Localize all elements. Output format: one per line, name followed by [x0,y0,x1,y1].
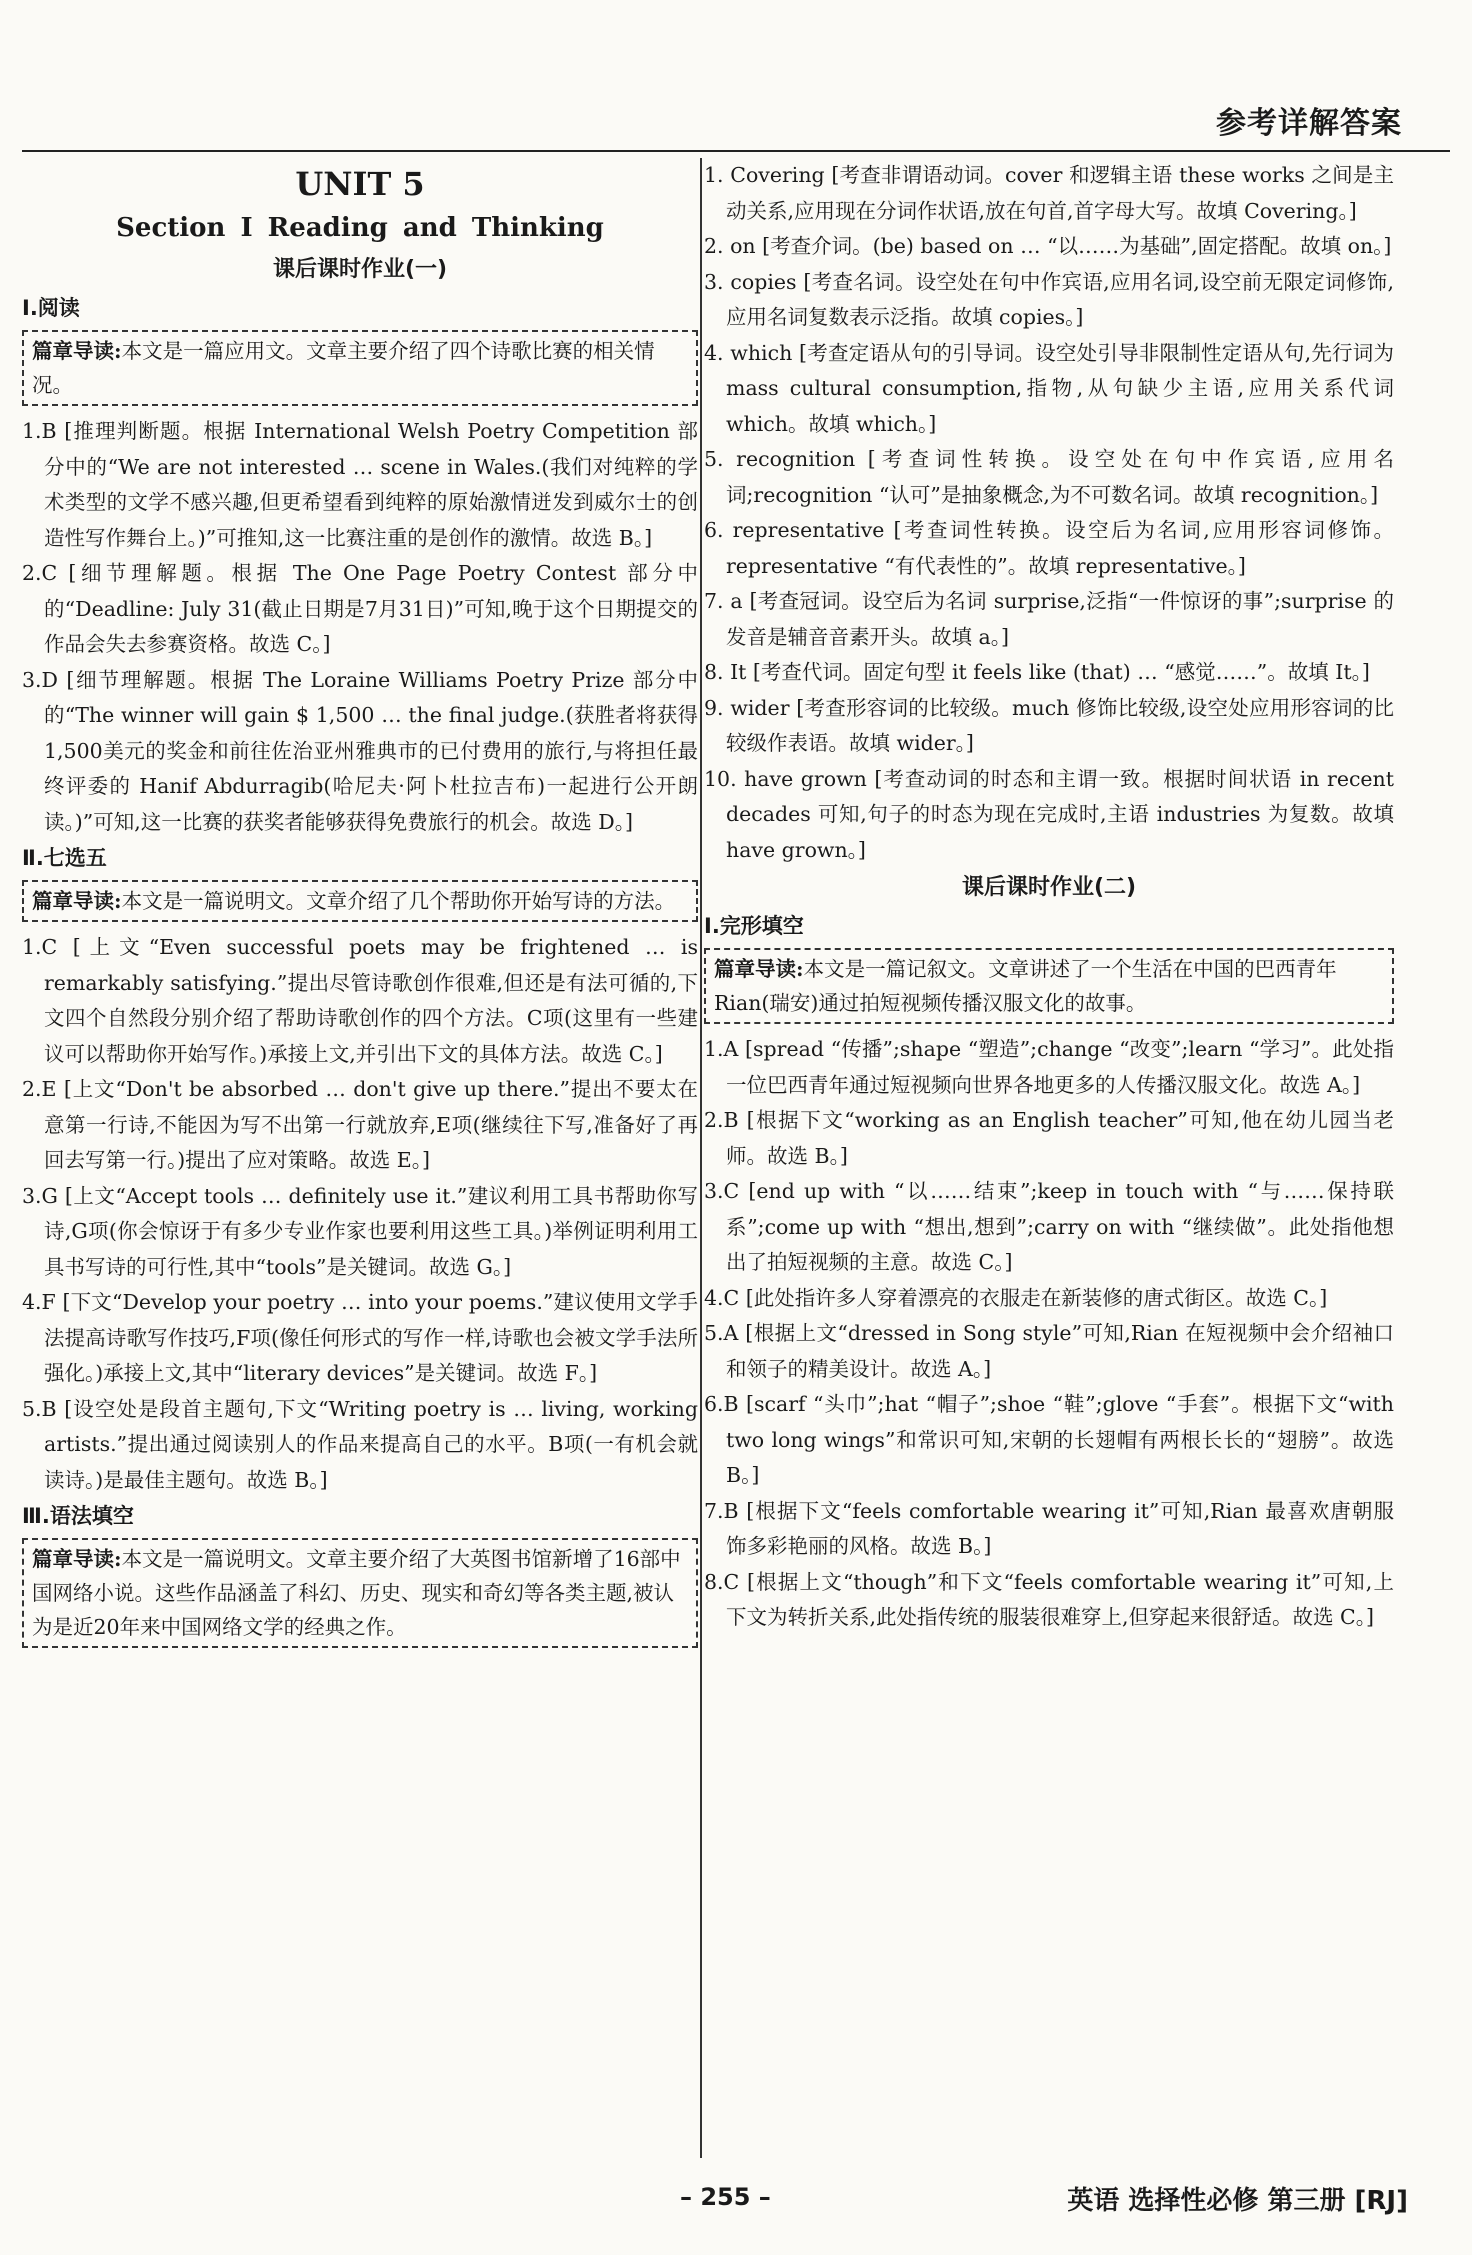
answer-item: 10. have grown [考查动词的时态和主谓一致。根据时间状语 in recent decades 可知,句子的时态为现在完成时,主语 industries 为复数。故填 have grown。] [704,766,1394,862]
column-divider [700,158,702,2158]
part-seven-five-heading: Ⅱ.七选五 [22,846,107,870]
page-header-title: 参考详解答案 [1216,106,1402,141]
grammar-guide-box [22,1538,698,1648]
part-grammar-heading: Ⅲ.语法填空 [22,1504,134,1528]
guide-text: 本文是一篇说明文。文章介绍了几个帮助你开始写诗的方法。 [121,889,676,913]
answer-item: 2. on [考查介词。(be) based on … “以……为基础”,固定搭配。故填 on。] [704,234,1392,258]
guide-text: 本文是一篇说明文。文章主要介绍了大英图书馆新增了16部中国网络小说。这些作品涵盖了科幻、历史、现实和奇幻等各类主题,被认为是近20年来中国网络文学的经典之作。 [32,1547,681,1639]
guide-label: 篇章导读: [714,957,804,981]
answer-item: 7.B [根据下文“feels comfortable wearing it”可知,Rian 最喜欢唐朝服饰多彩艳丽的风格。故选 B。] [704,1498,1394,1558]
answer-item: 2.E [上文“Don't be absorbed … don't give up there.”提出不要太在意第一行诗,不能因为写不出第一行就放弃,E项(继续往下写,准备好了再回去写第一行。)提出了应对策略。故选 E。] [22,1077,698,1172]
answer-item: 6.B [scarf “头巾”;hat “帽子”;shoe “鞋”;glove “手套”。根据下文“with two long wings”和常识可知,宋朝的长翅帽有两根长长的“翅膀”。故选 B。] [704,1392,1394,1487]
answer-item: 8.C [根据上文“though”和下文“feels comfortable wearing it”可知,上下文为转折关系,此处指传统的服装很难穿上,但穿起来很舒适。故选 C。] [704,1569,1394,1629]
answer-item: 6. representative [考查词性转换。设空后为名词,应用形容词修饰。representative “有代表性的”。故填 representative。] [704,518,1394,578]
section-title: Section Ⅰ Reading and Thinking [116,213,604,243]
answer-item: 1.A [spread “传播”;shape “塑造”;change “改变”;learn “学习”。此处指一位巴西青年通过短视频向世界各地更多的人传播汉服文化。故选 A。] [704,1037,1394,1097]
part-reading-heading: Ⅰ.阅读 [22,296,80,320]
book-title: 英语 选择性必修 第三册 [RJ] [1067,2186,1408,2216]
seven-five-guide-box [22,880,698,922]
answer-item: 7. a [考查冠词。设空后为名词 surprise,泛指“一件惊讶的事”;surprise 的发音是辅音音素开头。故填 a。] [704,589,1394,649]
reading-guide-box [22,330,698,406]
answer-item: 3. copies [考查名词。设空处在句中作宾语,应用名词,设空前无限定词修饰,应用名词复数表示泛指。故填 copies。] [704,269,1394,329]
answer-item: 5.B [设空处是段首主题句,下文“Writing poetry is … living, working artists.”提出通过阅读别人的作品来提高自己的水平。B项(一有机会就读诗。)是最佳主题句。故选 B。] [22,1396,698,1492]
answer-item: 2.C [细节理解题。根据 The One Page Poetry Contest 部分中的“Deadline: July 31(截止日期是7月31日)”可知,晚于这个日期提交的作品会失去参赛资格。故选 C。] [22,561,698,656]
cloze-guide-box [704,948,1394,1024]
answer-item: 4. which [考查定语从句的引导词。设空处引导非限制性定语从句,先行词为 mass cultural consumption,指物,从句缺少主语,应用关系代词 which。故填 which。] [704,340,1394,436]
answer-item: 3.D [细节理解题。根据 The Loraine Williams Poetry Prize 部分中的“The winner will gain $ 1,500 … the final judge.(获胜者将获得1,500美元的奖金和前往佐治亚州雅典市的已付费用的旅行,与将担任最终评委的 Hanif Abdurragib(哈尼夫·阿卜杜拉吉布)一起进行公开朗读。)”可知,这一比赛的获奖者能够获得免费旅行的机会。故选 D。] [22,667,698,834]
answer-item: 4.C [此处指许多人穿着漂亮的衣服走在新装修的唐式街区。故选 C。] [704,1285,1328,1310]
answer-item: 2.B [根据下文“working as an English teacher”可知,他在幼儿园当老师。故选 B。] [704,1108,1394,1168]
homework-title-2: 课后课时作业(二) [961,875,1137,900]
right-column [704,158,1394,2148]
answer-item: 5.A [根据上文“dressed in Song style”可知,Rian 在短视频中会介绍袖口和领子的精美设计。故选 A。] [704,1321,1394,1381]
answer-item: 1. Covering [考查非谓语动词。cover 和逻辑主语 these works 之间是主动关系,应用现在分词作状语,放在句首,首字母大写。故填 Covering。] [704,163,1394,223]
answer-item: 9. wider [考查形容词的比较级。much 修饰比较级,设空处应用形容词的比较级作表语。故填 wider。] [704,695,1394,755]
guide-text: 本文是一篇记叙文。文章讲述了一个生活在中国的巴西青年 Rian(瑞安)通过拍短视频传播汉服文化的故事。 [714,957,1337,1015]
guide-label: 篇章导读: [32,1547,122,1571]
part-cloze-heading: Ⅰ.完形填空 [704,914,804,938]
guide-label: 篇章导读: [32,339,122,363]
page-number: – 255 – [680,2183,771,2211]
answer-item: 1.B [推理判断题。根据 International Welsh Poetry Competition 部分中的“We are not interested … scene in Wales.(我们对纯粹的学术类型的文学不感兴趣,但更希望看到纯粹的原始激情迸发到威尔士的创造性写作舞台上。)”可推知,这一比赛注重的是创作的激情。故选 B。] [22,419,698,550]
homework-title-1: 课后课时作业(一) [272,257,448,282]
answer-item: 1.C [上文“Even successful poets may be frightened … is remarkably satisfying.”提出尽管诗歌创作很难,但还是有法可循的,下文四个自然段分别介绍了帮助诗歌创作的四个方法。C项(这里有一些建议可以帮助你开始写作。)承接上文,并引出下文的具体方法。故选 C。] [22,935,698,1066]
answer-item: 3.G [上文“Accept tools … definitely use it.”建议利用工具书帮助你写诗,G项(你会惊讶于有多少专业作家也要利用这些工具。)举例证明利用工具书写诗的可行性,其中“tools”是关键词。故选 G。] [22,1183,698,1279]
answer-item: 8. It [考查代词。固定句型 it feels like (that) … “感觉……”。故填 It。] [704,660,1370,684]
left-column [22,158,698,2148]
answer-item: 5. recognition [考查词性转换。设空处在句中作宾语,应用名词;recognition “认可”是抽象概念,为不可数名词。故填 recognition。] [704,447,1394,507]
header-rule [22,150,1450,152]
unit-title: UNIT 5 [295,165,425,203]
guide-label: 篇章导读: [32,889,122,913]
guide-text: 本文是一篇应用文。文章主要介绍了四个诗歌比赛的相关情况。 [32,339,655,397]
answer-item: 3.C [end up with “以……结束”;keep in touch with “与……保持联系”;come up with “想出,想到”;carry on with “继续做”。此处指他想出了拍短视频的主意。故选 C。] [704,1179,1394,1274]
answer-item: 4.F [下文“Develop your poetry … into your poems.”建议使用文学手法提高诗歌写作技巧,F项(像任何形式的写作一样,诗歌也会被文学手法所强化。)承接上文,其中“literary devices”是关键词。故选 F。] [22,1290,698,1385]
